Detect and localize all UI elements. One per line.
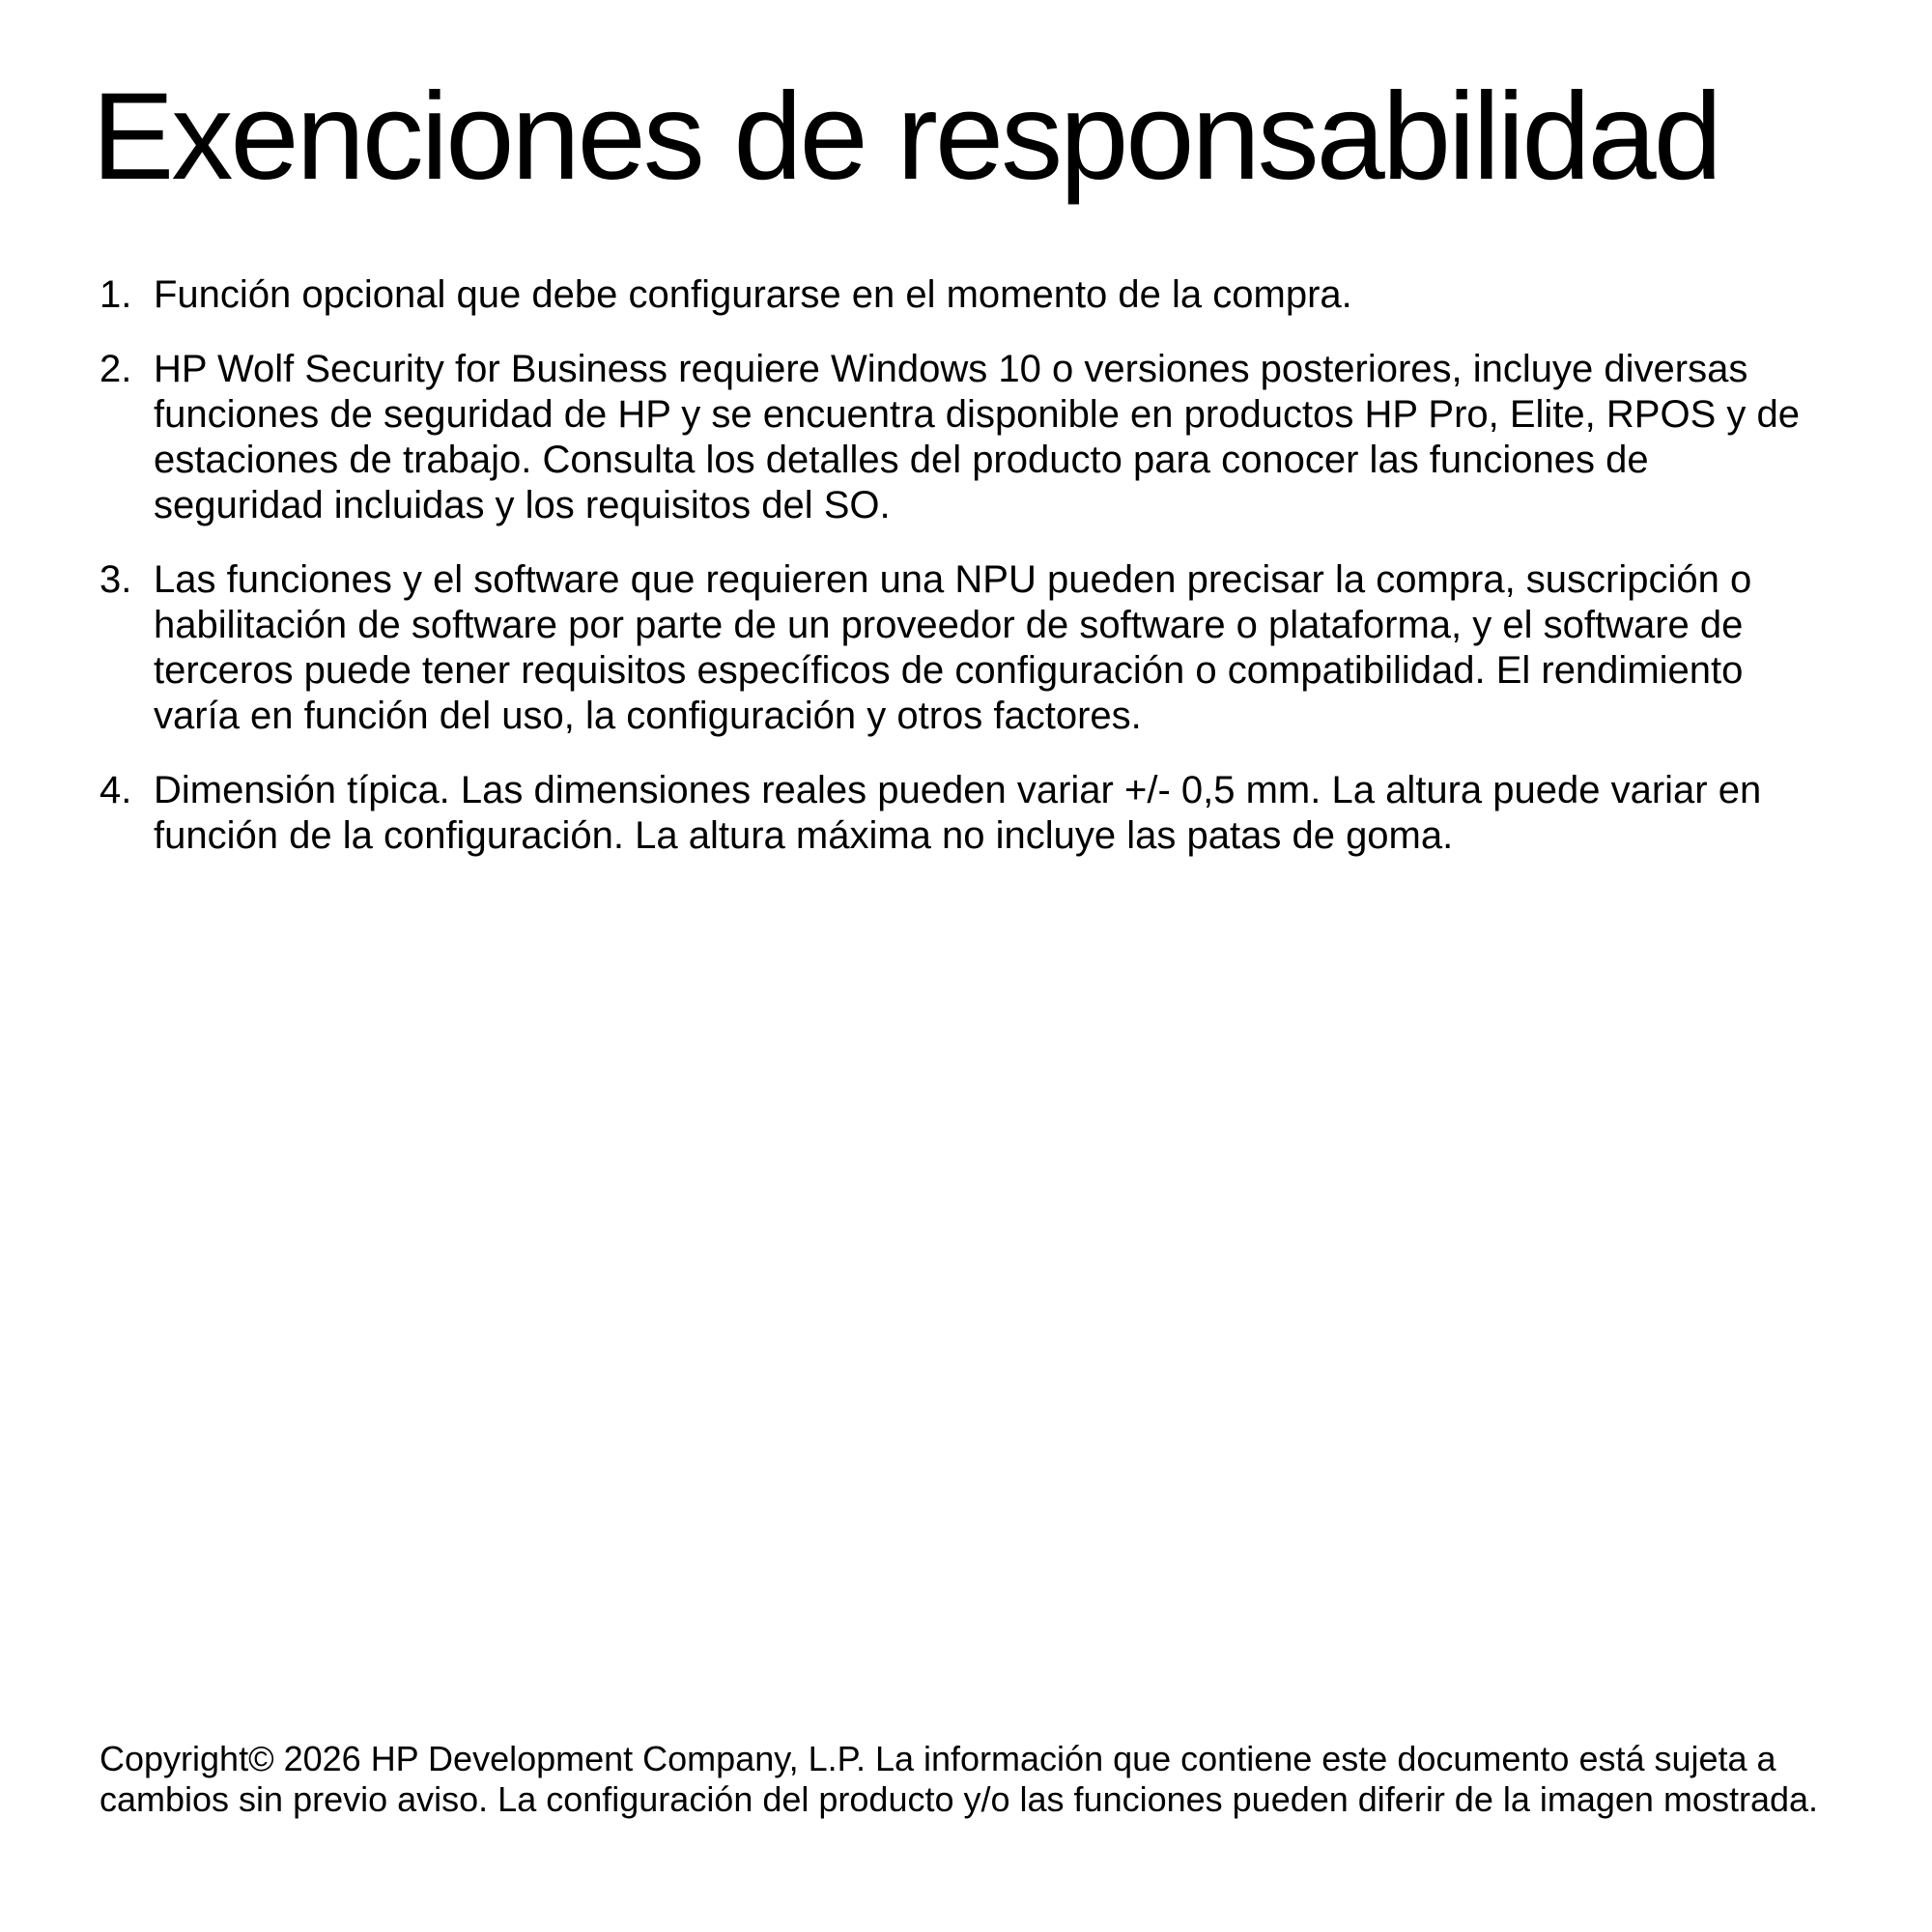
disclaimer-item-3	[99, 557, 1829, 739]
disclaimer-number: 2.	[99, 348, 132, 390]
disclaimer-item-1	[99, 272, 1829, 318]
disclaimer-text: Las funciones y el software que requieren una NPU pueden precisar la compra, suscripción o habilitación de software por parte de un proveedor de software o plataforma, y el software de terceros puede tener requisitos específicos de configuración o compatibilidad. El rendimiento varía en función del uso, la configuración y otros factores.	[154, 558, 1752, 737]
disclaimer-number: 1.	[99, 273, 132, 316]
disclaimer-number: 4.	[99, 769, 132, 811]
copyright-notice: Copyright© 2026 HP Development Company, L.P. La información que contiene este documento está sujeta a cambios sin previo aviso. La configuración del producto y/o las funciones pueden diferir de la imagen mostrada.	[99, 1739, 1819, 1819]
disclaimer-text: Dimensión típica. Las dimensiones reales pueden variar +/- 0,5 mm. La altura puede variar en función de la configuración. La altura máxima no incluye las patas de goma.	[154, 769, 1762, 857]
disclaimer-number: 3.	[99, 558, 132, 601]
disclaimer-item-4	[99, 768, 1829, 859]
disclaimer-item-2	[99, 347, 1829, 528]
disclaimer-list	[99, 272, 1829, 888]
disclaimer-text: Función opcional que debe configurarse en el momento de la compra.	[154, 273, 1352, 316]
page-title: Exenciones de responsabilidad	[92, 68, 1719, 206]
disclaimer-text: HP Wolf Security for Business requiere Windows 10 o versiones posteriores, incluye diversas funciones de seguridad de HP y se encuentra disponible en productos HP Pro, Elite, RPOS y de estaciones de trabajo. Consulta los detalles del producto para conocer las funciones de seguridad incluidas y los requisitos del SO.	[154, 348, 1800, 526]
